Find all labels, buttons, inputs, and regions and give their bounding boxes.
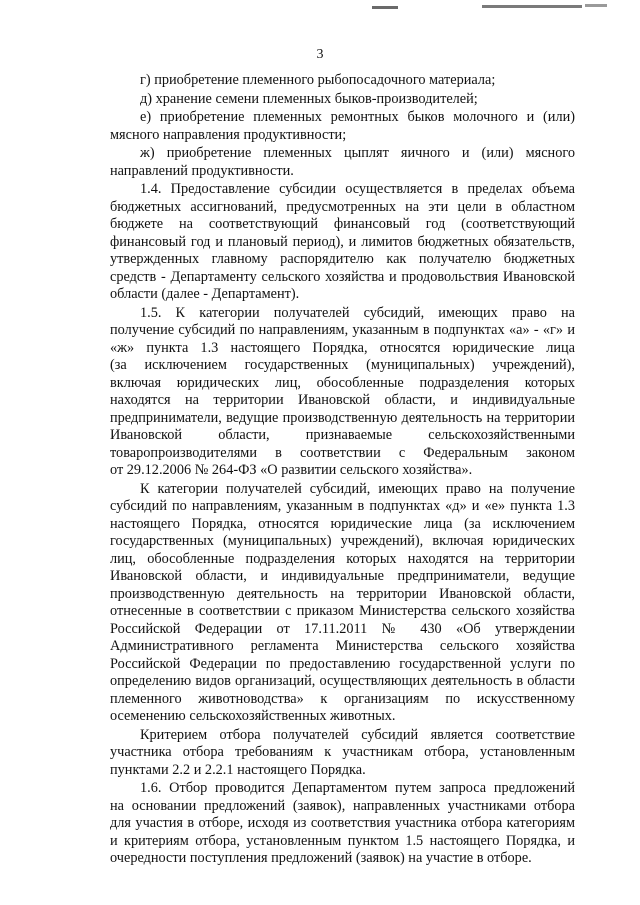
document-body bbox=[110, 72, 575, 868]
text-line: К категории получателей субсидий, имеющих право на получение bbox=[140, 480, 575, 497]
text-line: настоящего Порядка, относятся юридические лица (за исключением bbox=[110, 515, 575, 532]
text-line: Российской Федерации по предоставлению государственной услуги по bbox=[110, 655, 575, 672]
text-line: утвержденных главному распорядителю как получателю бюджетных bbox=[110, 251, 575, 267]
text-line: направлений продуктивности. bbox=[110, 162, 294, 179]
text-line: находятся на территории Ивановской области, и индивидуальные bbox=[110, 392, 575, 408]
text-line: Административного регламента Министерства сельского хозяйства bbox=[110, 638, 575, 654]
text-line: г) приобретение племенного рыбопосадочного материала; bbox=[140, 72, 496, 88]
text-line: Ивановской области, признаваемые сельскохозяйственными bbox=[110, 427, 575, 443]
text-line: Критерием отбора получателей субсидий является соответствие bbox=[140, 726, 575, 743]
paragraph bbox=[110, 481, 575, 726]
text-line: определению видов организаций, осуществляющих деятельность в области bbox=[110, 673, 575, 689]
text-line: включая юридических лиц, обособленные подразделения которых bbox=[110, 374, 575, 391]
text-line: производственную деятельность на территории Ивановской области, bbox=[110, 585, 575, 602]
paragraph bbox=[110, 72, 575, 90]
paragraph bbox=[110, 109, 575, 144]
text-line: субсидий по направлениям, указанным в подпунктах «д» и «е» пункта 1.3 bbox=[110, 498, 575, 514]
text-line: очередности поступления предложений (заявок) на участие в отборе. bbox=[110, 850, 532, 866]
text-line: ж) приобретение племенных цыплят яичного и (или) мясного bbox=[140, 145, 575, 161]
text-line: товаропроизводителями в соответствии с Федеральным законом bbox=[110, 444, 575, 461]
text-line: бюджете на соответствующий финансовый год (соответствующий bbox=[110, 216, 575, 232]
text-line: е) приобретение племенных ремонтных быков молочного и (или) bbox=[140, 109, 575, 125]
text-line: отнесенные в соответствии с приказом Министерства сельского хозяйства bbox=[110, 603, 575, 619]
text-line: пунктами 2.2 и 2.2.1 настоящего Порядка. bbox=[110, 761, 366, 778]
text-line: Российской Федерации от 17.11.2011 № 430 «Об утверждении bbox=[110, 620, 575, 637]
scan-artifact bbox=[585, 4, 607, 7]
paragraph bbox=[110, 727, 575, 780]
text-line: участника отбора требованиям к участникам отбора, установленным bbox=[110, 744, 575, 760]
text-line: д) хранение семени племенных быков-производителей; bbox=[140, 90, 478, 107]
text-line: «ж» пункта 1.3 настоящего Порядка, относятся юридические лица bbox=[110, 339, 575, 356]
paragraph bbox=[110, 181, 575, 304]
text-line: Ивановской области, и индивидуальные предприниматели, ведущие bbox=[110, 568, 575, 584]
text-line: для участия в отборе, исходя из соответствия участника отбора категориям bbox=[110, 815, 575, 831]
text-line: и критериям отбора, установленным пунктом 1.5 настоящего Порядка, и bbox=[110, 832, 575, 849]
text-line: 1.5. К категории получателей субсидий, имеющих право на bbox=[140, 304, 575, 321]
text-line: средств - Департаменту сельского хозяйства и продовольствия Ивановской bbox=[110, 268, 575, 285]
text-line: 1.4. Предоставление субсидии осуществляется в пределах объема bbox=[140, 181, 575, 197]
text-line: племенного животноводства» к организациям по искусственному bbox=[110, 690, 575, 707]
text-line: бюджетных ассигнований, предусмотренных на эти цели в областном bbox=[110, 198, 575, 215]
text-line: лиц, обособленные подразделения которых находятся на территории bbox=[110, 550, 575, 567]
text-line: области (далее - Департамент). bbox=[110, 286, 300, 302]
text-line: (за исключением государственных (муниципальных) учреждений), bbox=[110, 357, 575, 373]
text-line: получение субсидий по направлениям, указанным в подпунктах «а» - «г» и bbox=[110, 322, 575, 338]
paragraph bbox=[110, 91, 575, 109]
page-number: 3 bbox=[316, 47, 324, 62]
paragraph bbox=[110, 145, 575, 180]
text-line: 1.6. Отбор проводится Департаментом путем запроса предложений bbox=[140, 780, 575, 796]
text-line: государственных (муниципальных) учреждений), включая юридических bbox=[110, 533, 575, 549]
text-line: мясного направления продуктивности; bbox=[110, 126, 347, 143]
text-line: предприниматели, ведущие производственную деятельность на территории bbox=[110, 409, 575, 426]
text-line: от 29.12.2006 № 264-ФЗ «О развитии сельского хозяйства». bbox=[110, 462, 473, 478]
scan-artifact bbox=[372, 6, 398, 9]
text-line: на основании предложений (заявок), направленных участниками отбора bbox=[110, 797, 575, 814]
paragraph bbox=[110, 780, 575, 868]
scan-artifact bbox=[482, 5, 582, 8]
text-line: осеменению сельскохозяйственных животных. bbox=[110, 708, 396, 724]
text-line: финансовый год и плановый период), и лимитов бюджетных обязательств, bbox=[110, 233, 575, 250]
paragraph bbox=[110, 305, 575, 480]
